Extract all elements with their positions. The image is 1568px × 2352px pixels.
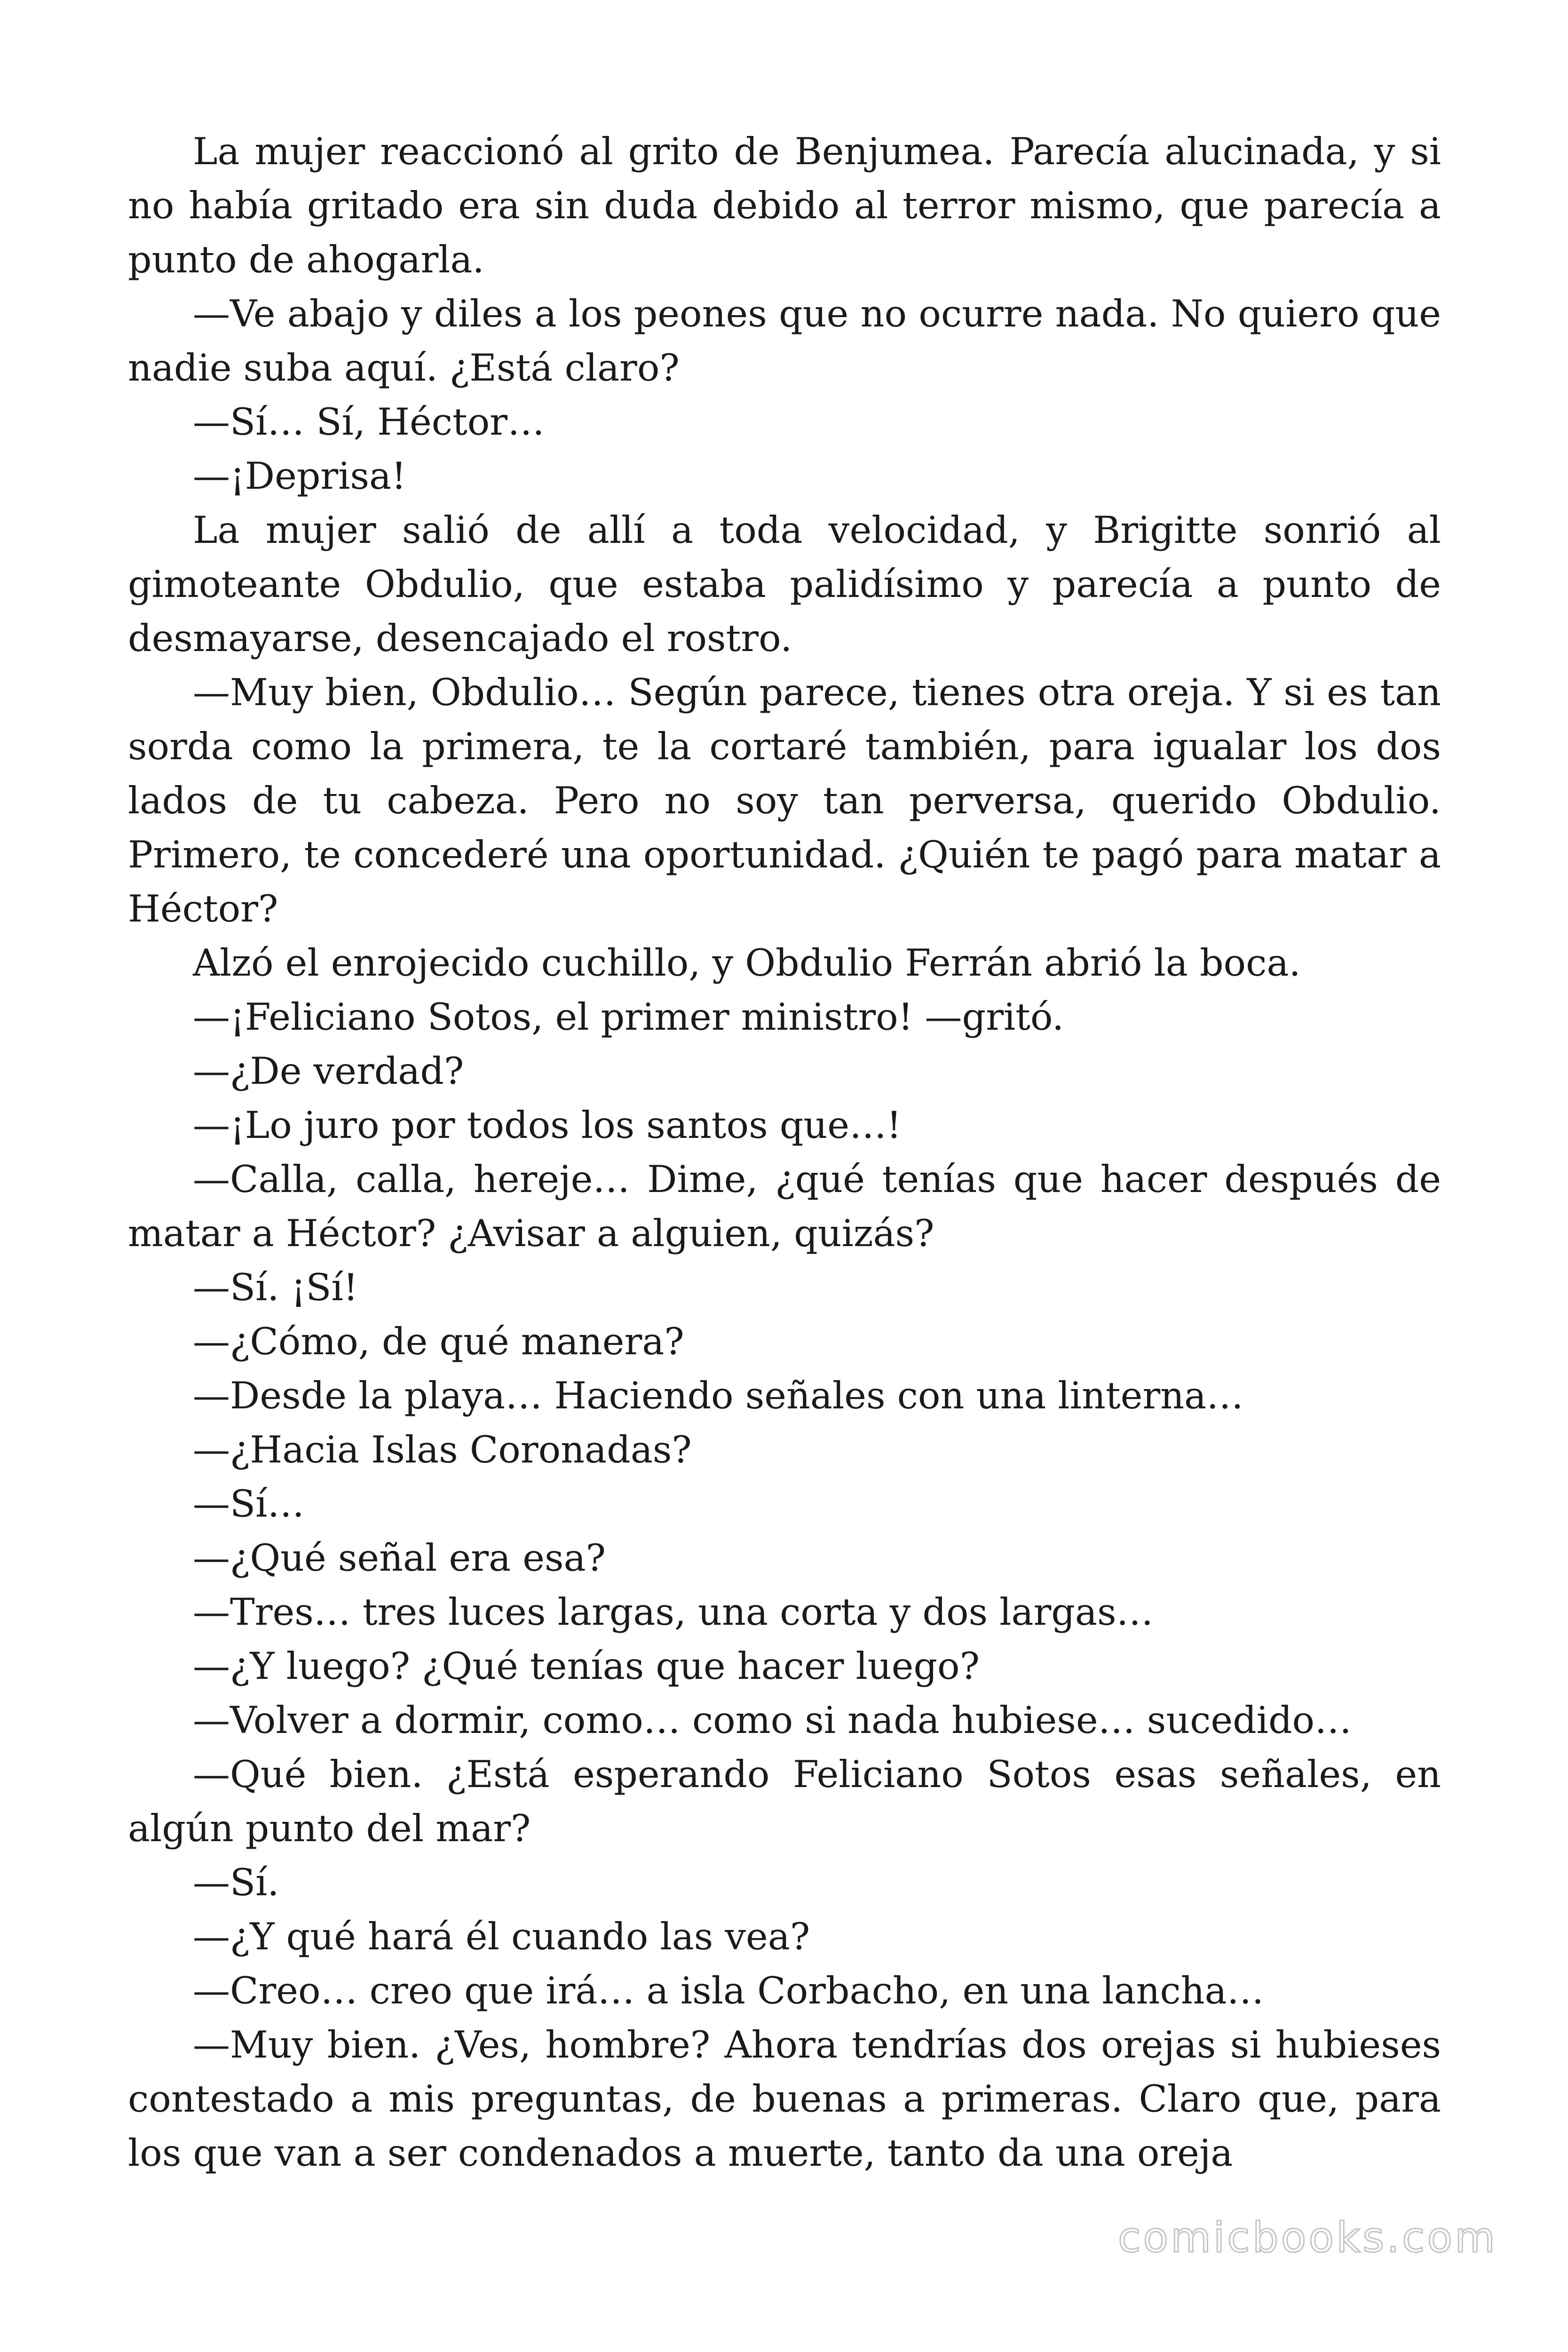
paragraph: —Calla, calla, hereje… Dime, ¿qué tenías que hacer después de matar a Héctor? ¿Avisar a alguien, quizás? [128,1158,1441,1255]
paragraph: Alzó el enrojecido cuchillo, y Obdulio Ferrán abrió la boca. [193,941,1301,985]
book-page-text [128,125,1441,2180]
paragraph: —Sí. [193,1861,279,1904]
paragraph: —¡Lo juro por todos los santos que…! [193,1104,902,1147]
watermark: comicbooks.com [1117,2213,1497,2262]
paragraph: —¡Deprisa! [193,454,406,498]
paragraph: —¿Qué señal era esa? [193,1536,606,1580]
paragraph: —Muy bien. ¿Ves, hombre? Ahora tendrías dos orejas si hubieses contestado a mis preguntas, de buenas a primeras. Claro que, para los que van a ser condenados a muerte, tanto da una oreja [128,2023,1441,2175]
paragraph: —¿Y qué hará él cuando las vea? [193,1915,810,1958]
paragraph: —¿Y luego? ¿Qué tenías que hacer luego? [193,1645,980,1688]
paragraph: —¿Hacia Islas Coronadas? [193,1428,692,1471]
paragraph: La mujer salió de allí a toda velocidad, y Brigitte sonrió al gimoteante Obdulio, que estaba palidísimo y parecía a punto de desmayarse, desencajado el rostro. [128,509,1441,660]
paragraph: —Volver a dormir, como… como si nada hubiese… sucedido… [193,1699,1352,1742]
paragraph: —Tres… tres luces largas, una corta y dos largas… [193,1590,1154,1634]
paragraph: —Sí… Sí, Héctor… [193,400,545,444]
paragraph: —Sí. ¡Sí! [193,1266,358,1309]
paragraph: —Sí… [193,1482,305,1526]
paragraph: —Desde la playa… Haciendo señales con una linterna… [193,1374,1244,1417]
paragraph: —Creo… creo que irá… a isla Corbacho, en una lancha… [193,1969,1264,2012]
paragraph: —Ve abajo y diles a los peones que no ocurre nada. No quiero que nadie suba aquí. ¿Está claro? [128,292,1441,389]
paragraph: —¿Cómo, de qué manera? [193,1320,684,1363]
paragraph: —¡Feliciano Sotos, el primer ministro! —gritó. [193,995,1064,1039]
paragraph: La mujer reaccionó al grito de Benjumea. Parecía alucinada, y si no había gritado era sin duda debido al terror mismo, que parecía a punto de ahogarla. [128,130,1441,281]
paragraph: —¿De verdad? [193,1049,464,1093]
paragraph: —Muy bien, Obdulio… Según parece, tienes otra oreja. Y si es tan sorda como la primera, te la cortaré también, para igualar los dos lados de tu cabeza. Pero no soy tan perversa, querido Obdulio. Primero, te concederé una oportunidad. ¿Quién te pagó para matar a Héctor? [128,671,1441,930]
paragraph: —Qué bien. ¿Está esperando Feliciano Sotos esas señales, en algún punto del mar? [128,1753,1441,1850]
